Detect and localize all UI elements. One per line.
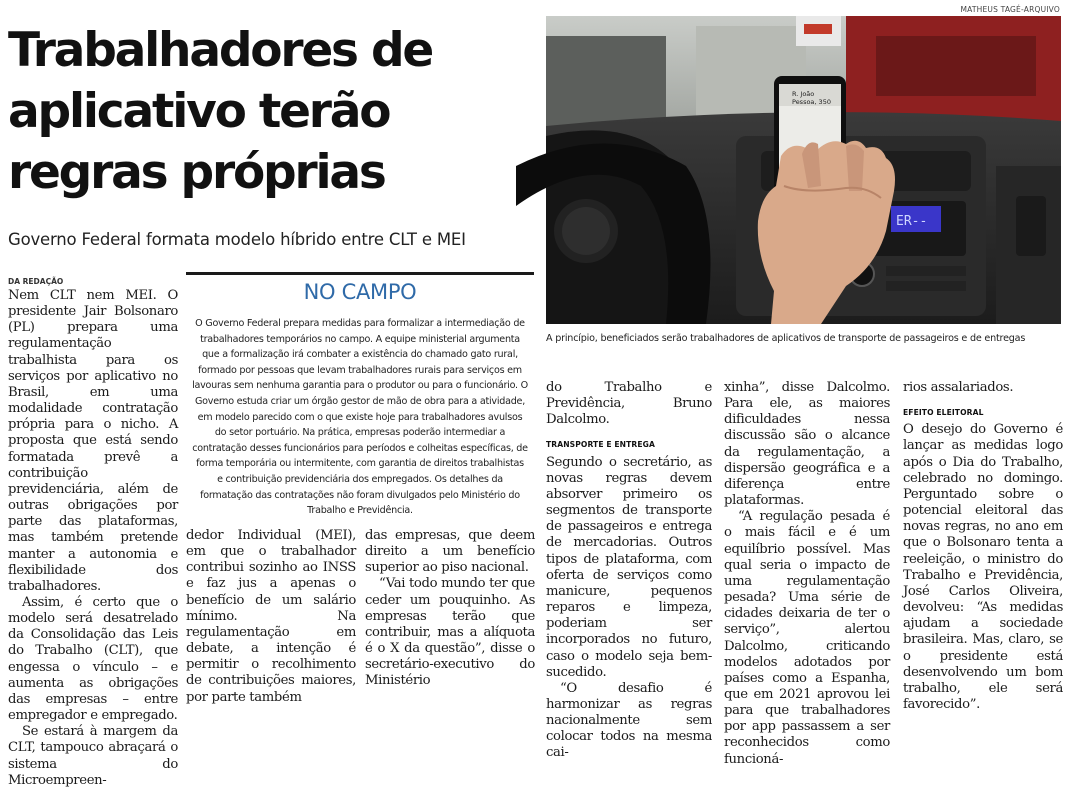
paragraph: O desejo do Governo é lançar as medidas logo após o Dia do Trabalho, celebrado no domingo. Perguntado sobre o potencial eleitoral das novas regras, no ano em que o Bolsonaro tenta a reeleição, o ministro do Trabalho e Previdência, José Carlos Oliveira, devolveu: “As medidas ajudam a sociedade brasileira. Mas, claro, se o presidente está desenvolvendo um bom trabalho, ele será favorecido”. [903, 422, 1063, 712]
box-top-rule [186, 272, 534, 275]
subhead-efeito-eleitoral: EFEITO ELEITORAL [903, 408, 984, 418]
photo-credit: MATHEUS TAGÉ-ARQUIVO [960, 5, 1060, 14]
paragraph: “A regulação pesada é o mais fácil e é um equilíbrio possível. Mas qual seria o impacto de uma regulamentação pesada? Uma série de cidades deixaria de ter o serviço”, alertou Dalcolmo, criticando modelos adotados por países como a Espanha, que em 2021 aprovou lei para que trabalhadores por app passassem a ser reconhecidos como funcioná- [724, 509, 890, 767]
paragraph: Nem CLT nem MEI. O presidente Jair Bolsonaro (PL) prepara uma regulamentação trabalhista para os serviços por aplicativo no Brasil, em uma modalidade contratação própria para o nicho. A proposta que está sendo formatada prevê a contribuição previdenciária, além de outras obrigações por parte das plataformas, mas também pretende manter a autonomia e flexibilidade dos trabalhadores. [8, 288, 178, 594]
news-photo [546, 16, 1061, 324]
paragraph: Assim, é certo que o modelo será desatrelado da Consolidação das Leis do Trabalho (CLT), que engessa o vínculo – e aumenta as obrigações das empresas – entre empregador e empregado. [8, 594, 178, 724]
byline: DA REDAÇÃO [8, 277, 64, 286]
headline-line: Trabalhadores de [8, 23, 433, 78]
paragraph: “Vai todo mundo ter que ceder um pouquinho. As empresas terão que contribuir, mas a alíquota é o X da questão”, disse o secretário-executivo do Ministério [365, 576, 535, 689]
photo-caption: A princípio, beneficiados serão trabalhadores de aplicativos de transporte de passageiros e de entregas [546, 333, 1026, 344]
headline-line: aplicativo terão [8, 84, 390, 139]
headline-line: regras próprias [8, 145, 385, 200]
headline [8, 20, 538, 203]
paragraph: rios assalariados. [903, 380, 1014, 395]
article-column-5 [724, 380, 890, 768]
sidebar-box-no-campo [186, 272, 534, 520]
paragraph: “O desafio é harmonizar as regras nacionalmente sem colocar todos na mesma cai- [546, 680, 712, 761]
phone-address-line1: R. João [792, 90, 815, 98]
article-column-3 [365, 528, 535, 690]
phone-address-line2: Pessoa, 350 [792, 98, 831, 106]
paragraph: Segundo o secretário, as novas regras devem absorver primeiro os segmentos de transporte de passageiros e entrega de mercadorias. Outros tipos de plataforma, com oferta de serviços como manicure, pequenos reparos e limpeza, poderiam ser incorporados no futuro, caso o modelo seja bem-sucedido. [546, 454, 712, 680]
paragraph: dedor Individual (MEI), em que o trabalhador contribui sozinho ao INSS e faz jus a apenas o benefício de um salário mínimo. Na regulamentação em debate, a intenção é permitir o recolhimento de contribuições maiores, por parte também [186, 528, 356, 705]
radio-display: ER-- [896, 214, 928, 229]
box-title: NO CAMPO [303, 280, 417, 304]
article-column-2 [186, 528, 356, 706]
paragraph: Se estará à margem da CLT, tampouco abraçará o sistema do Microempreen- [8, 724, 178, 788]
subhead-transporte: TRANSPORTE E ENTREGA [546, 440, 655, 450]
article-column-1 [8, 288, 178, 789]
article-column-4 [546, 380, 712, 762]
paragraph: xinha”, disse Dalcolmo. Para ele, as maiores dificuldades nessa discussão são o alcance da regulamentação, a dispersão geográfica e a diferença entre plataformas. [724, 380, 890, 509]
deck-subtitle: Governo Federal formata modelo híbrido entre CLT e MEI [8, 230, 466, 249]
article-column-6 [903, 380, 1063, 713]
box-body: O Governo Federal prepara medidas para formalizar a intermediação de trabalhadores temporários no campo. A equipe ministerial argumenta que a formalização irá combater a existência do chamado gato rural, formado por pessoas que levam trabalhadores rurais para serviços em lavouras sem nenhuma garantia para o produtor ou para o funcionário. O Governo estuda criar um órgão gestor de mão de obra para a atividade, em modelo parecido com o que existe hoje para trabalhadores avulsos do setor portuário. Na prática, empresas poderão intermediar a contratação desses funcionários para períodos e colheitas específicas, de forma temporária ou intermitente, com garantia de direitos trabalhistas e contribuição previdenciária dos empregados. Os detalhes da formatação das contratações não foram divulgados pelo Ministério do Trabalho e Previdência. [192, 318, 528, 517]
paragraph: das empresas, que deem direito a um benefício superior ao piso nacional. [365, 528, 535, 576]
paragraph: do Trabalho e Previdência, Bruno Dalcolmo. [546, 380, 712, 428]
